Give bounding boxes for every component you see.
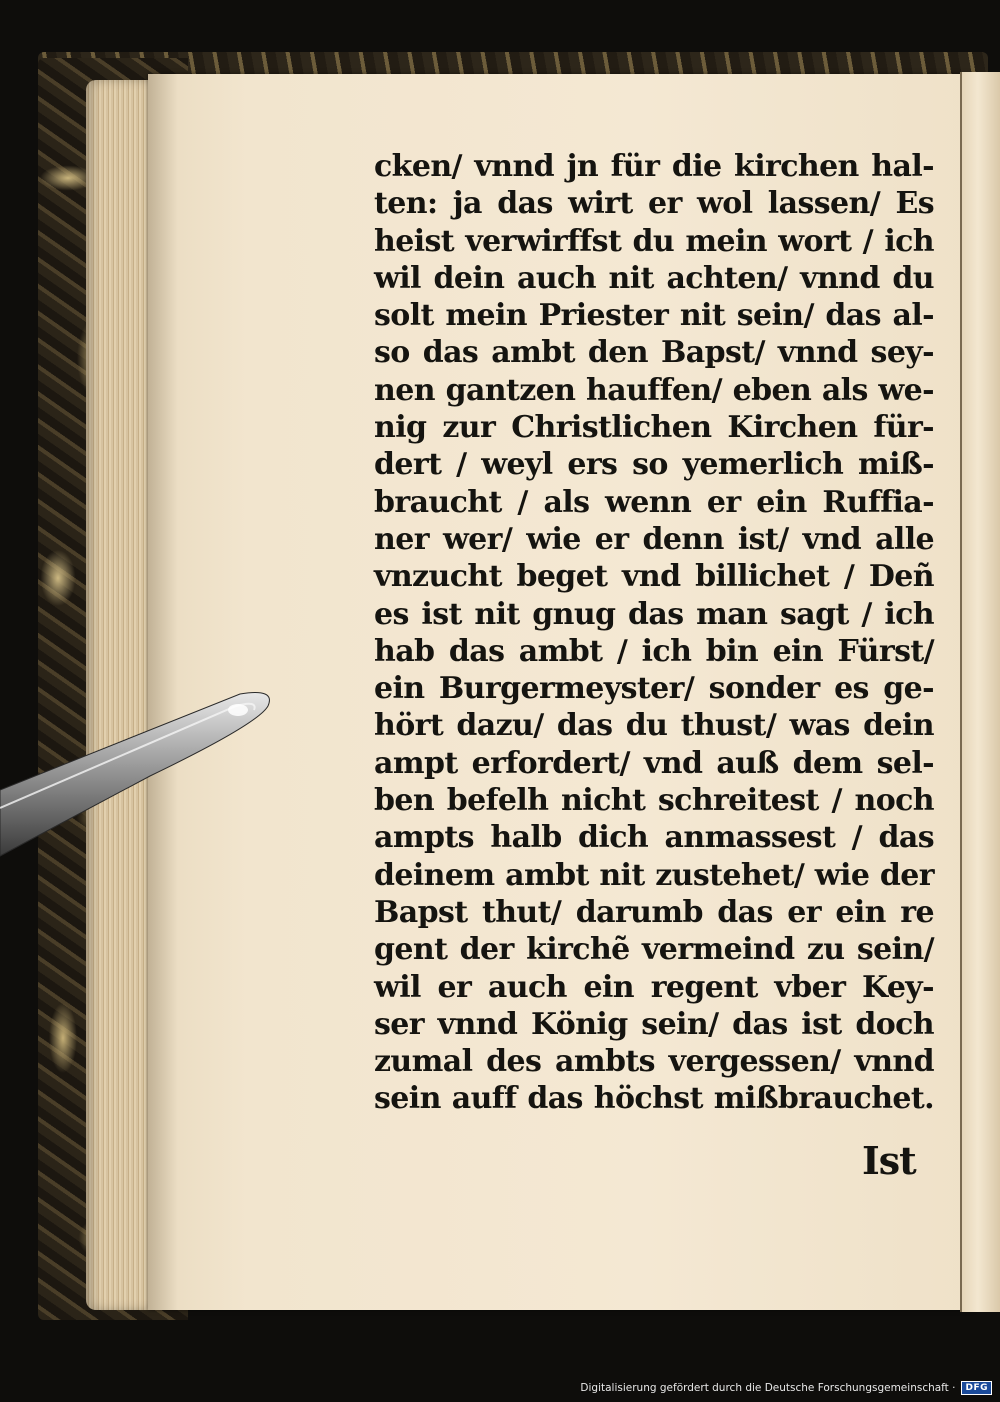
text-line: hab das ambt / ich bin ein Fürst/	[374, 633, 934, 669]
text-line: ampts halb dich anmassest / das	[374, 820, 934, 856]
text-line: hört dazu/ das du thust/ was dein	[374, 708, 934, 744]
text-line: ampt erfordert/ vnd auß dem sel-	[374, 745, 934, 781]
text-line: nig zur Christlichen Kirchen für-	[374, 410, 934, 446]
text-line: solt mein Priester nit sein/ das al-	[374, 298, 934, 334]
text-line: ten: ja das wirt er wol lassen/ Es	[374, 186, 934, 222]
text-line: cken/ vnnd jn für die kirchen hal-	[374, 149, 934, 184]
text-line: heist verwirffst du mein wort / ich	[374, 223, 934, 259]
funding-credit-text: Digitalisierung gefördert durch die Deutsche Forschungsgemeinschaft ·	[580, 1382, 956, 1394]
text-line: so das ambt den Bapst/ vnnd sey-	[374, 335, 934, 371]
text-line: dert / weyl ers so yemerlich miß-	[374, 447, 934, 483]
text-line: ser vnnd König sein/ das ist doch	[374, 1006, 934, 1042]
text-line: Bapst thut/ darumb das er ein re	[374, 894, 934, 930]
text-line: sein auff das höchst mißbrauchet.	[374, 1081, 934, 1117]
dfg-logo: DFG	[961, 1381, 992, 1395]
text-line: vnzucht beget vnd billichet / Deñ	[374, 559, 934, 595]
text-line: deinem ambt nit zustehet/ wie der	[374, 857, 934, 893]
text-line: braucht / als wenn er ein Ruffia-	[374, 484, 934, 520]
catchword: Ist	[862, 1138, 916, 1183]
text-line: es ist nit gnug das man sagt / ich	[374, 596, 934, 632]
text-line: gent der kirchẽ vermeind zu sein/	[374, 932, 934, 968]
text-line: ben befelh nicht schreitest / noch	[374, 783, 934, 819]
text-line: wil dein auch nit achten/ vnnd du	[374, 260, 934, 296]
text-line: nen gantzen hauffen/ eben als we-	[374, 372, 934, 408]
facing-page-edge	[960, 72, 1000, 1312]
text-line: ner wer/ wie er denn ist/ vnd alle	[374, 521, 934, 557]
paper-knife-icon	[0, 680, 290, 880]
text-line: wil er auch ein regent vber Key-	[374, 969, 934, 1005]
text-line: ein Burgermeyster/ sonder es ge-	[374, 671, 934, 707]
page-text-block	[374, 148, 934, 1118]
text-line: zumal des ambts vergessen/ vnnd	[374, 1044, 934, 1080]
footer-credit	[580, 1380, 992, 1396]
